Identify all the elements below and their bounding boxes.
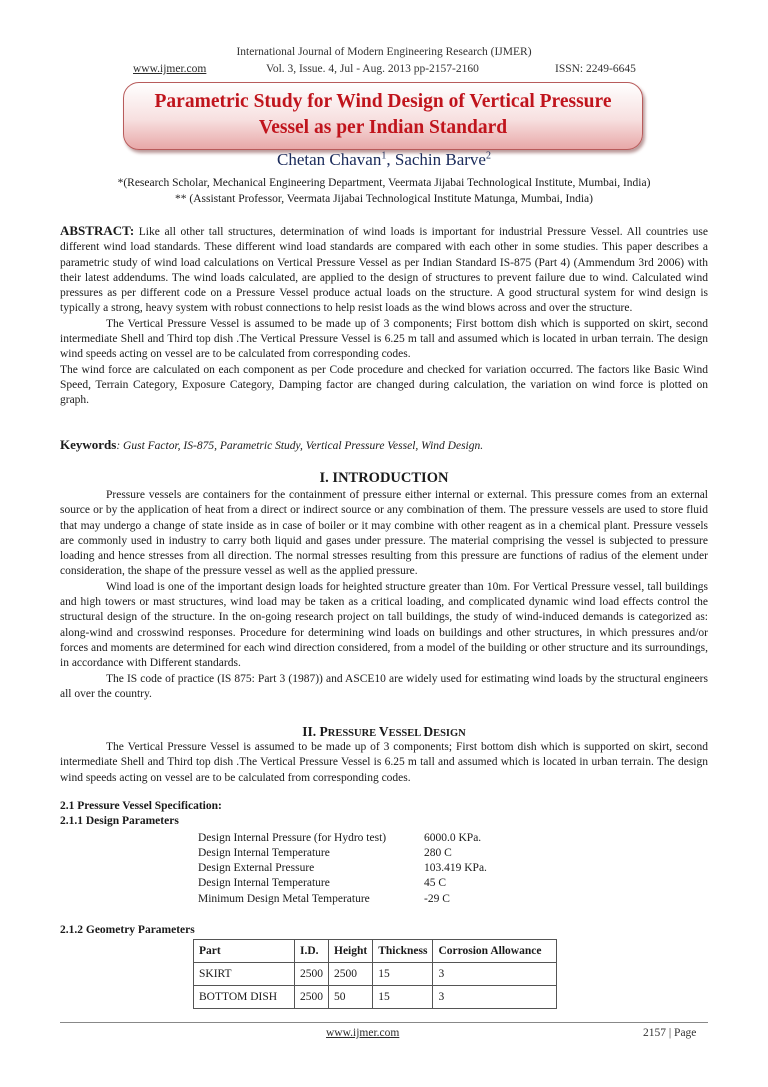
table-cell: 2500 bbox=[295, 963, 329, 986]
geometry-table bbox=[193, 939, 557, 1009]
table-header-row bbox=[194, 940, 557, 963]
table-cell: SKIRT bbox=[194, 963, 295, 986]
author-1: Chetan Chavan bbox=[277, 150, 382, 169]
subsection-heading-geometry: 2.1.2 Geometry Parameters bbox=[60, 924, 195, 936]
author-separator: , bbox=[386, 150, 395, 169]
table-cell: 3 bbox=[433, 986, 557, 1009]
author-1-mark: 1 bbox=[381, 150, 387, 162]
table-header-cell: Height bbox=[329, 940, 373, 963]
table-cell: 15 bbox=[373, 963, 433, 986]
paper-title-line2: Vessel as per Indian Standard bbox=[258, 117, 508, 138]
intro-paragraph-3: The IS code of practice (IS 875: Part 3 (1987)) and ASCE10 are widely used for estimating wind loads by the structural engineers all over the country. bbox=[60, 672, 708, 700]
keywords-label: Keywords bbox=[60, 437, 117, 452]
keywords bbox=[60, 437, 708, 454]
table-row bbox=[194, 986, 557, 1009]
subsection-heading-spec: 2.1 Pressure Vessel Specification: bbox=[60, 800, 222, 812]
journal-name: International Journal of Modern Engineering Research (IJMER) bbox=[236, 46, 532, 58]
journal-site-link[interactable]: www.ijmer.com bbox=[133, 63, 207, 75]
introduction-body bbox=[60, 488, 708, 702]
abstract-paragraph-3: The wind force are calculated on each component as per Code procedure and checked for variation occurred. The factors like Basic Wind Speed, Terrain Category, Exposure Category, Damping factor are changed during calculation, the variation on wind force is plotted on graph. bbox=[60, 363, 708, 407]
design-body bbox=[60, 740, 708, 786]
journal-volume: Vol. 3, Issue. 4, Jul - Aug. 2013 pp-2157-2160 bbox=[266, 63, 479, 75]
keywords-text: : Gust Factor, IS-875, Parametric Study, Vertical Pressure Vessel, Wind Design. bbox=[116, 440, 484, 452]
abstract-paragraph-2: The Vertical Pressure Vessel is assumed to be made up of 3 components; First bottom dish which is supported on skirt, second intermediate Shell and Third top dish .The Vertical Pressure Vessel is 6.25 m tall and assumed which is located in urban terrain. The design wind speeds acting on vessel are to be calculated from corresponding codes. bbox=[60, 317, 708, 361]
spec-label-0: Design Internal Pressure (for Hydro test) bbox=[198, 832, 387, 844]
page-number: 2157 | Page bbox=[643, 1027, 697, 1039]
footer-site-link[interactable]: www.ijmer.com bbox=[326, 1027, 400, 1039]
abstract bbox=[60, 223, 708, 409]
author-2-mark: 2 bbox=[485, 150, 491, 162]
affiliation-1: *(Research Scholar, Mechanical Engineering Department, Veermata Jijabai Technological Institute, Mumbai, India) bbox=[117, 177, 651, 189]
paper-title-box bbox=[123, 82, 643, 150]
section-heading-introduction: I. INTRODUCTION bbox=[319, 470, 449, 486]
spec-label-4: Minimum Design Metal Temperature bbox=[198, 893, 370, 905]
affiliation-2: ** (Assistant Professor, Veermata Jijabai Technological Institute Matunga, Mumbai, India) bbox=[175, 193, 593, 205]
table-cell: 15 bbox=[373, 986, 433, 1009]
table-cell: 2500 bbox=[295, 986, 329, 1009]
journal-issn: ISSN: 2249-6645 bbox=[555, 63, 636, 75]
spec-value-1: 280 C bbox=[424, 847, 452, 859]
spec-value-3: 45 C bbox=[424, 877, 447, 889]
author-list bbox=[0, 150, 768, 170]
table-cell: BOTTOM DISH bbox=[194, 986, 295, 1009]
table-row bbox=[194, 963, 557, 986]
author-2: Sachin Barve bbox=[394, 150, 486, 169]
table-header-cell: Part bbox=[194, 940, 295, 963]
spec-value-4: -29 C bbox=[424, 893, 450, 905]
spec-label-3: Design Internal Temperature bbox=[198, 877, 330, 889]
spec-label-1: Design Internal Temperature bbox=[198, 847, 330, 859]
intro-paragraph-1: Pressure vessels are containers for the containment of pressure either internal or external. This pressure comes from an external source or by the application of heat from a direct or indirect source or any combination of them. The pressure vessels are used to store fluid that may undergo a change of state inside as in case of boiler or it may combine with other reagent as in a chemical plant. Pressure vessels are commonly used in industry to carry both liquid and gases under pressure. The material comprising the vessel is subjected to pressure loading and hence stresses from all direction. The normal stresses resulting from this pressure are functions of radius of the element under consideration, the shape of the pressure vessel as well as the applied pressure. bbox=[60, 489, 708, 578]
intro-paragraph-2: Wind load is one of the important design loads for heighted structure greater than 10m. For Vertical Pressure vessel, tall buildings and high towers or mast structures, wind load may be taken as a critical loading, and complicated dynamic wind load effects control the structural design of the structure. In the on-going research project on tall buildings, the study of wind-induced demands is categorized as: along-wind and crosswind responses. Procedure for determining wind loads on buildings and other structures, in which pressures and/or forces and moments are determined for each wind direction considered, from a model of the building or other structure and its surroundings, in accordance with Different standards. bbox=[60, 580, 708, 670]
abstract-label: ABSTRACT: bbox=[60, 223, 135, 238]
table-header-cell: I.D. bbox=[295, 940, 329, 963]
table-header-cell: Thickness bbox=[373, 940, 433, 963]
footer-rule bbox=[60, 1022, 708, 1023]
spec-label-2: Design External Pressure bbox=[198, 862, 315, 874]
subsection-heading-design-params: 2.1.1 Design Parameters bbox=[60, 815, 179, 827]
design-paragraph-1: The Vertical Pressure Vessel is assumed to be made up of 3 components; First bottom dish which is supported on skirt, second intermediate Shell and Third top dish .The Vertical Pressure Vessel is 6.25 m tall and assumed which is located in urban terrain. The design wind speeds acting on vessel are to be calculated from corresponding codes. bbox=[60, 741, 708, 784]
paper-title-line1: Parametric Study for Wind Design of Vertical Pressure bbox=[154, 91, 612, 112]
table-header-cell: Corrosion Allowance bbox=[433, 940, 557, 963]
table-cell: 3 bbox=[433, 963, 557, 986]
section-heading-pressure-vessel-design: II. PRESSURE VESSEL DESIGN bbox=[302, 724, 466, 739]
abstract-paragraph-1: Like all other tall structures, determination of wind loads is important for industrial Pressure Vessel. All countries use different wind load standards. These different wind load standards are compared with each other in some studies. This paper describes a parametric study of wind load calculations on Vertical Pressure Vessel as per Indian Standard IS-875 (Part 4) (Ammendum 3rd 2006) with their latest addendums. The wind loads calculated, are applied to the design of structures to prevent failure due to wind. Calculated wind pressures as per different code on a Pressure Vessel produce actual loads on the structure. A good structural system for wind design is typically a strong, heavy system with robust connections to help resist loads as the wind blows across and over the structure. bbox=[60, 226, 708, 315]
table-cell: 2500 bbox=[329, 963, 373, 986]
spec-value-0: 6000.0 KPa. bbox=[424, 832, 482, 844]
table-cell: 50 bbox=[329, 986, 373, 1009]
spec-value-2: 103.419 KPa. bbox=[424, 862, 487, 874]
